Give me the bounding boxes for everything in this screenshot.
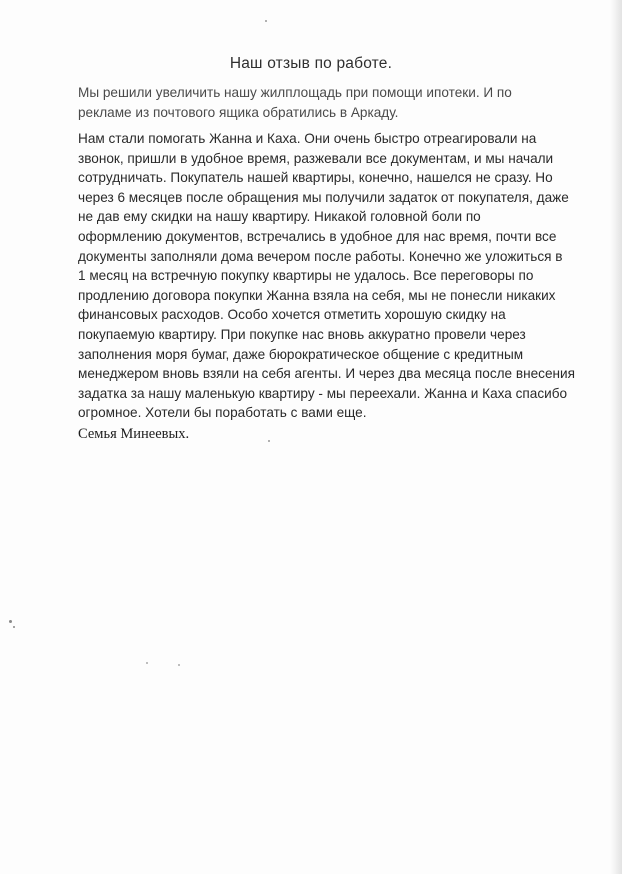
paragraph-line: менеджером вновь взяли на себя агенты. И через два месяца после внесения [78, 366, 575, 382]
paragraph-line: Нам стали помогать Жанна и Каха. Они очень быстро отреагировали на [78, 131, 537, 146]
paragraph-line: через 6 месяцев после обращения мы получили задаток от покупателя, даже [78, 189, 569, 205]
main-paragraph [78, 129, 583, 423]
paragraph-line: покупаемую квартиру. При покупке нас вновь аккуратно провели через [78, 326, 526, 342]
paragraph-line: сотрудничать. Покупатель нашей квартиры, конечно, нашелся не сразу. Но [78, 170, 553, 186]
intro-paragraph [78, 83, 583, 122]
scan-speck [178, 664, 180, 666]
scan-speck [146, 662, 148, 664]
page-edge-shadow [610, 0, 622, 874]
paragraph-line: финансовых расходов. Особо хочется отметить хорошую скидку на [78, 307, 506, 323]
paragraph-line: заполнения моря бумаг, даже бюрократическое общение с кредитным [78, 346, 524, 362]
paragraph-line: продлению договора покупки Жанна взяла на себя, мы не понесли никаких [78, 287, 556, 303]
paragraph-line: не дав ему скидки на нашу квартиру. Никакой головной боли по [78, 209, 481, 225]
signature: Семья Минеевых. [78, 426, 190, 442]
paragraph-line: задатка за нашу маленькую квартиру - мы переехали. Жанна и Каха спасибо [78, 385, 568, 401]
paragraph-line: оформлению документов, встречались в удобное для нас время, почти все [78, 228, 557, 244]
paragraph-line: 1 месяц на встречную покупку квартиры не удалось. Все переговоры по [78, 268, 534, 284]
paragraph-line: огромное. Хотели бы поработать с вами еще. [78, 405, 367, 421]
scan-speck [13, 626, 15, 628]
paragraph-line: документы заполняли дома вечером после работы. Конечно же уложиться в [78, 248, 563, 264]
document-title: Наш отзыв по работе. [229, 55, 393, 72]
paragraph-line: звонок, пришли в удобное время, разжевали все документам, и мы начали [78, 150, 554, 166]
scan-speck [268, 440, 270, 442]
scan-speck [9, 620, 12, 623]
scan-speck [265, 20, 267, 22]
paragraph-line: Мы решили увеличить нашу жилплощадь при помощи ипотеки. И по [78, 85, 512, 100]
paragraph-line: рекламе из почтового ящика обратились в Аркаду. [78, 104, 399, 120]
